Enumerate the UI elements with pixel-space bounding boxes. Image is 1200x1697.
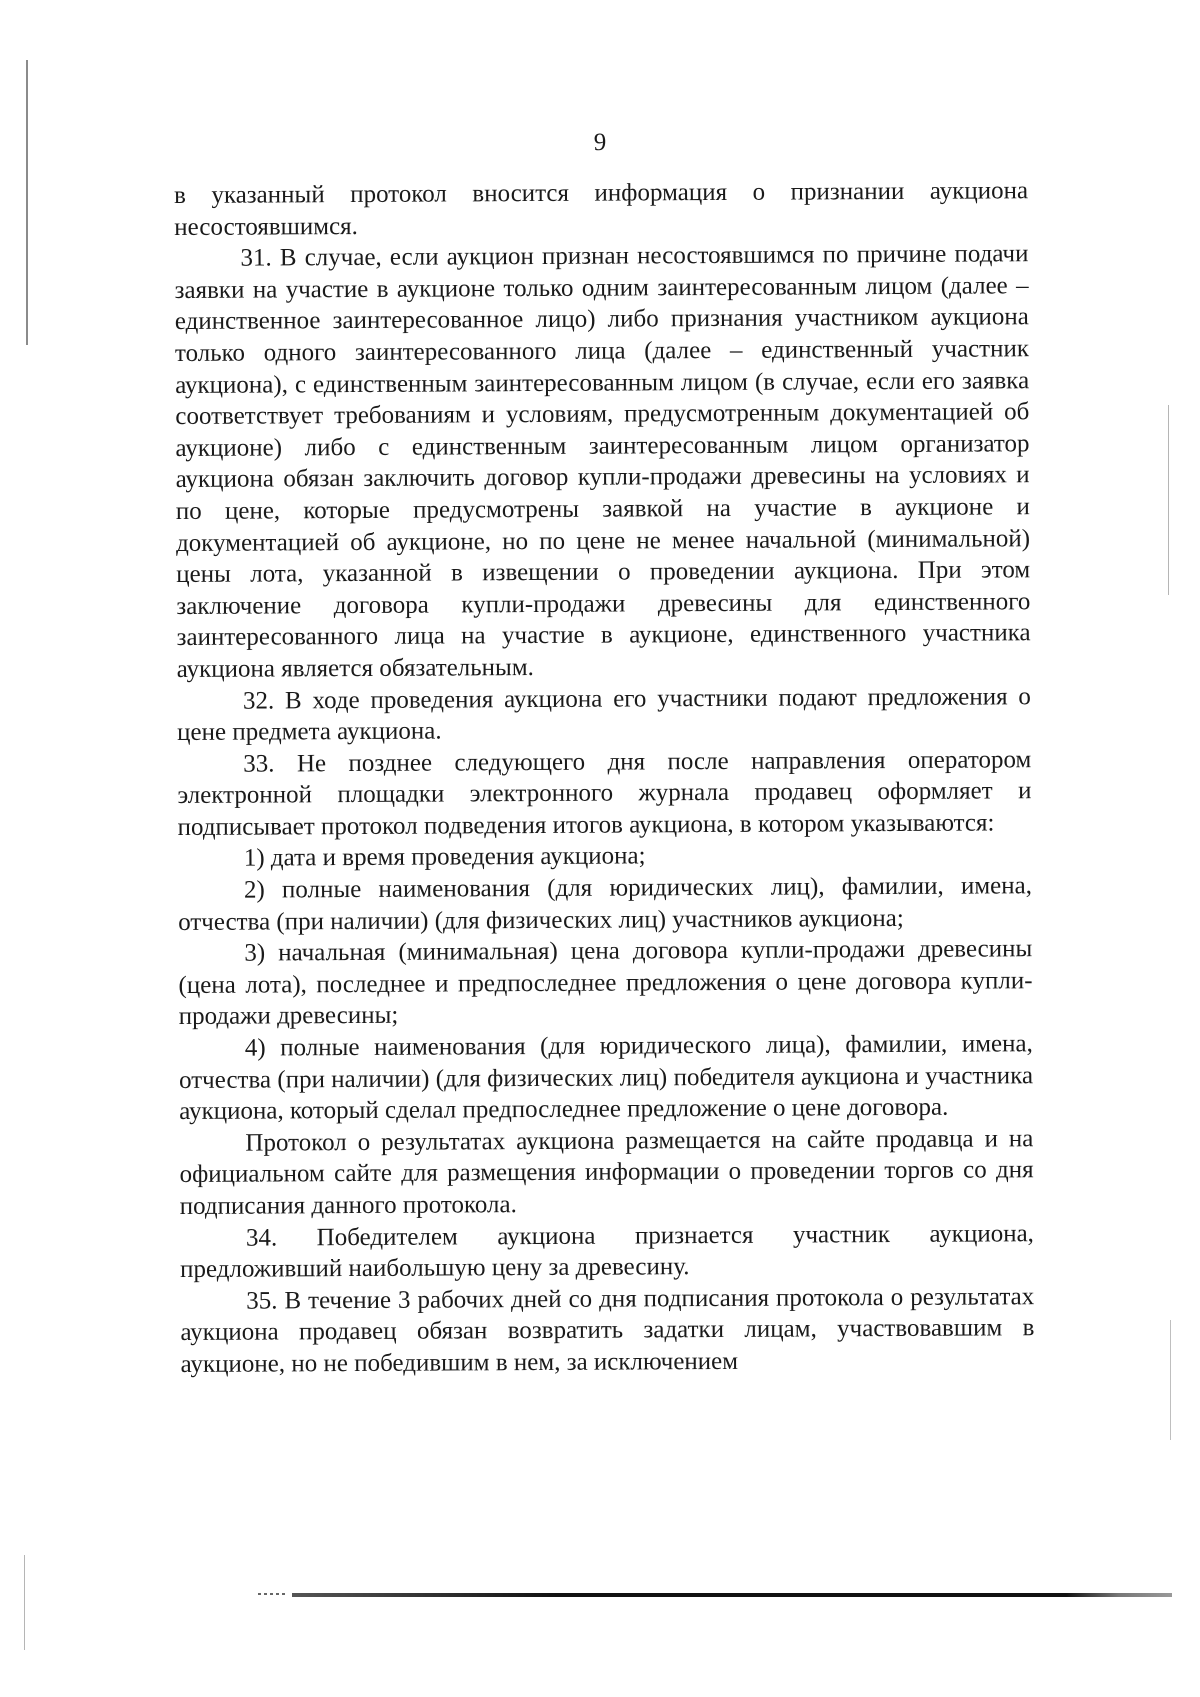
paragraph-31: 31. В случае, если аукцион признан несостоявшимся по причине подачи заявки на участие в аукционе только одним заинтересованным лицом (далее – единственное заинтересованное лицо) либо признания участником аукциона только одного заинтересованного лица (далее – единственный участник аукциона), с единственным заинтересованным лицом (в случае, если его заявка соответствует требованиям и условиям, предусмотренным документацией об аукционе) либо с единственным заинтересованным лицом организатор аукциона обязан заключить договор купли-продажи древесины на условиях и по цене, которые предусмотрены заявкой на участие в аукционе и документацией об аукционе, но по цене не менее начальной (минимальной) цены лота, указанной в извещении о проведении аукциона. При этом заключение договора купли-продажи древесины для единственного заинтересованного лица на участие в аукционе, единственного участника аукциона является обязательным.	[174, 240, 1031, 683]
paragraph-35: 35. В течение 3 рабочих дней со дня подписания протокола о результатах аукциона продавец обязан возвратить задатки лицам, участвовавшим в аукционе, но не победившим в нем, за исключением	[180, 1282, 1035, 1378]
paragraph-34: 34. Победителем аукциона признается участник аукциона, предложивший наибольшую цену за древесину.	[180, 1219, 1034, 1284]
list-item-3: 3) начальная (минимальная) цена договора купли-продажи древесины (цена лота), последнее и предпоследнее предложения о цене договора купли-продажи древесины;	[178, 935, 1033, 1031]
scan-bottom-bar	[292, 1593, 1172, 1597]
list-item-1: 1) дата и время проведения аукциона;	[243, 842, 646, 873]
scan-edge-line-left	[26, 60, 28, 345]
list-item-4: 4) полные наименования (для юридического лица), фамилии, имена, отчества (при наличии) (для физических лиц) победителя аукциона и участника аукциона, который сделал предпоследнее предложение о цене договора.	[178, 1030, 1034, 1126]
paragraph-32: 32. В ходе проведения аукциона его участники подают предложения о цене предмета аукциона.	[177, 682, 1031, 747]
scan-edge-line-right-bottom	[1170, 1320, 1171, 1440]
paragraph-protocol: Протокол о результатах аукциона размещается на сайте продавца и на официальном сайте для размещения информации о проведении торгов со дня подписания данного протокола.	[179, 1125, 1034, 1220]
list-item-2: 2) полные наименования (для юридических лиц), фамилии, имена, отчества (при наличии) (для физических лиц) участников аукциона;	[178, 872, 1033, 936]
page-number: 9	[593, 129, 607, 156]
paragraph: в указанный протокол вносится информация о признании аукциона несостоявшимся.	[174, 177, 1029, 241]
scan-edge-line-right	[1168, 405, 1169, 595]
scan-bottom-dots	[258, 1593, 288, 1595]
document-body	[174, 175, 1035, 1380]
paragraph-33: 33. Не позднее следующего дня после направления оператором электронной площадки электронного журнала продавец оформляет и подписывает протокол подведения итогов аукциона, в котором указываются:	[177, 745, 1032, 841]
scan-edge-line-left-bottom	[24, 1555, 25, 1650]
